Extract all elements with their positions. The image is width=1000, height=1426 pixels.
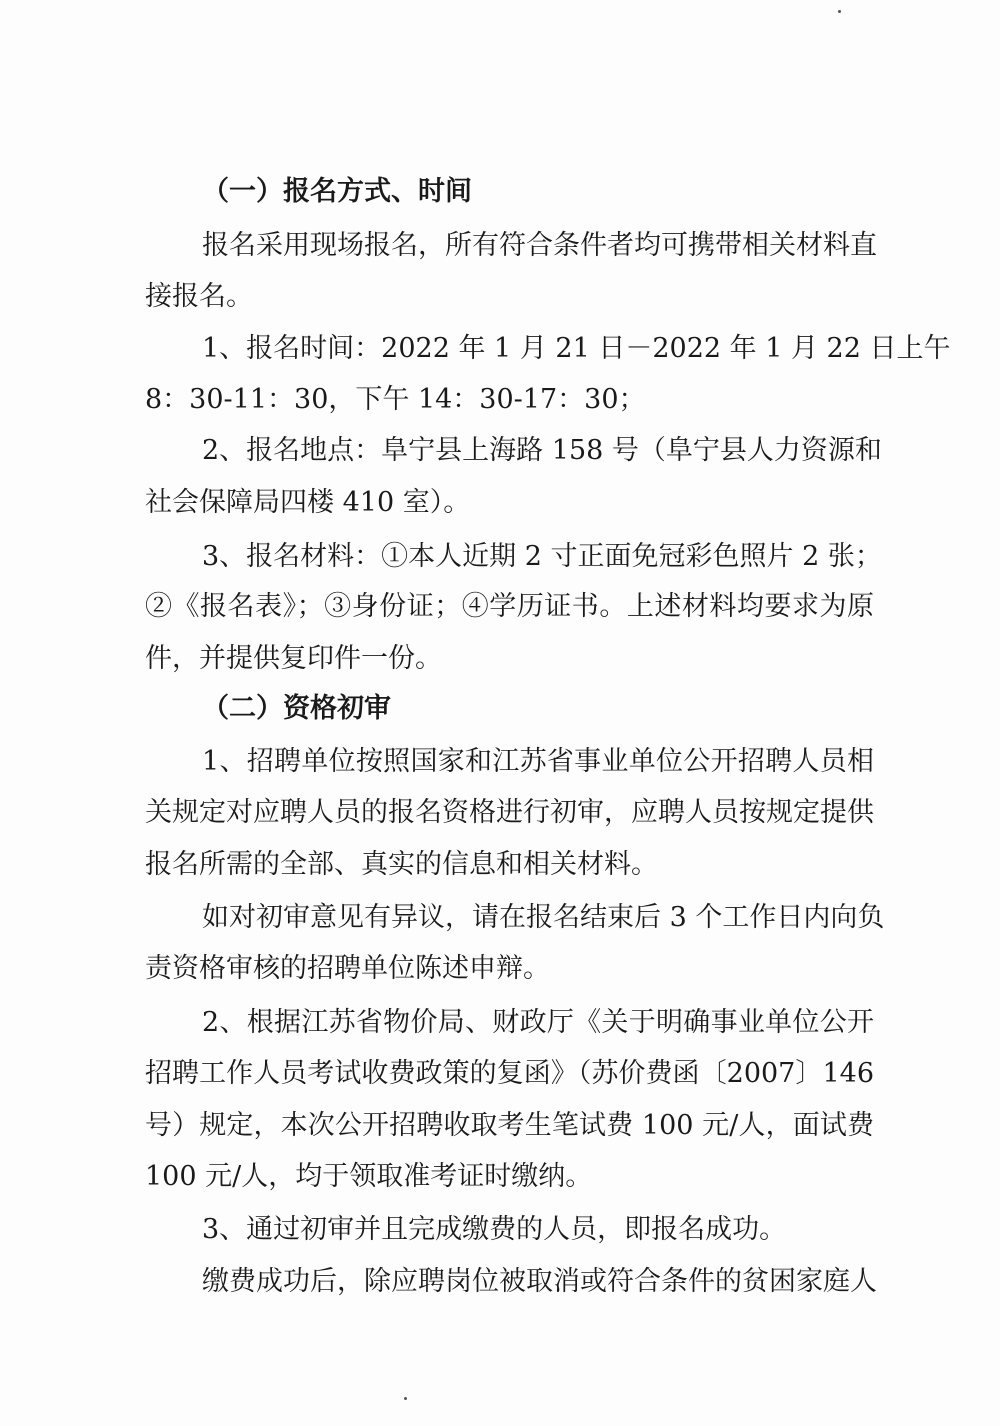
registration-location-text: 2、报名地点：阜宁县上海路 158 号（阜宁县人力资源和 [202, 435, 882, 466]
registration-materials-text: 件，并提供复印件一份。 [145, 643, 442, 674]
paragraph-line [0, 322, 1000, 376]
paragraph-line [0, 1047, 1000, 1101]
paragraph-line [0, 1099, 1000, 1153]
paragraph-line [0, 632, 1000, 686]
section-heading-qualification [0, 682, 1000, 736]
paragraph-text: 报名采用现场报名，所有符合条件者均可携带相关材料直 [202, 230, 877, 261]
registration-time-text: 8：30-11：30，下午 14：30-17：30； [145, 384, 646, 415]
registration-materials-text: 3、报名材料：①本人近期 2 寸正面免冠彩色照片 2 张； [202, 541, 882, 572]
paragraph-line [0, 270, 1000, 324]
paragraph-line [0, 219, 1000, 273]
paragraph-line [0, 476, 1000, 530]
paragraph-line [0, 1150, 1000, 1204]
paragraph-line [0, 1255, 1000, 1309]
paragraph-line [0, 373, 1000, 427]
paragraph-text: 责资格审核的招聘单位陈述申辩。 [145, 953, 550, 984]
paragraph-line [0, 838, 1000, 892]
scan-speck [838, 10, 841, 13]
paragraph-line [0, 735, 1000, 789]
fee-policy-text: 招聘工作人员考试收费政策的复函》（苏价费函〔2007〕146 [145, 1058, 874, 1089]
paragraph-line [0, 530, 1000, 584]
registration-location-text: 社会保障局四楼 410 室）。 [145, 487, 471, 518]
paragraph-text: 接报名。 [145, 281, 253, 312]
paragraph-line [0, 786, 1000, 840]
paragraph-text: 关规定对应聘人员的报名资格进行初审，应聘人员按规定提供 [145, 797, 874, 828]
heading-text: （一）报名方式、时间 [202, 176, 472, 207]
registration-time-text: 1、报名时间：2022 年 1 月 21 日－2022 年 1 月 22 日上午 [202, 333, 951, 364]
paragraph-line [0, 996, 1000, 1050]
paragraph-text: 1、招聘单位按照国家和江苏省事业单位公开招聘人员相 [202, 746, 874, 777]
fee-policy-text: 号）规定，本次公开招聘收取考生笔试费 100 元/人，面试费 [145, 1110, 874, 1141]
paragraph-line [0, 424, 1000, 478]
paragraph-text: 如对初审意见有异议，请在报名结束后 3 个工作日内向负 [202, 902, 885, 933]
registration-materials-text: ②《报名表》；③身份证；④学历证书。上述材料均要求为原 [145, 591, 874, 622]
fee-policy-text: 100 元/人，均于领取准考证时缴纳。 [145, 1161, 593, 1192]
paragraph-line [0, 580, 1000, 634]
paragraph-text: 报名所需的全部、真实的信息和相关材料。 [145, 849, 658, 880]
fee-policy-text: 2、根据江苏省物价局、财政厅《关于明确事业单位公开 [202, 1007, 874, 1038]
paragraph-line [0, 891, 1000, 945]
paragraph-line [0, 1203, 1000, 1257]
paragraph-line [0, 942, 1000, 996]
paragraph-text: 缴费成功后，除应聘岗位被取消或符合条件的贫困家庭人 [202, 1266, 877, 1297]
section-heading-registration [0, 165, 1000, 219]
paragraph-text: 3、通过初审并且完成缴费的人员，即报名成功。 [202, 1214, 787, 1245]
heading-text: （二）资格初审 [202, 693, 391, 724]
scan-speck [404, 1397, 407, 1400]
